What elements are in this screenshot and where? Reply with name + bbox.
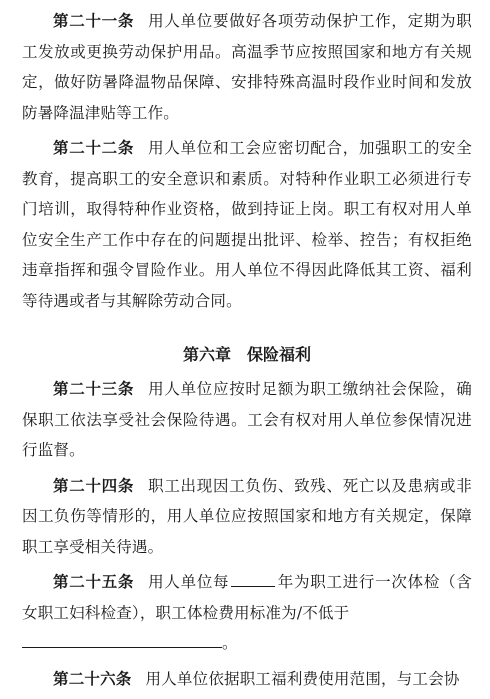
article-text-part1: 用人单位每 [148, 573, 230, 591]
article-number: 第二十四条 [53, 475, 135, 495]
document-page [22, 6, 472, 699]
article-number: 第二十五条 [53, 572, 135, 591]
article-text: 用人单位要做好各项劳动保护工作，定期为职工发放或更换劳动保护用品。高温季节应按照国家和地方有关规定，做好防暑降温物品保障、安排特殊高温时段作业时间和发放防暑降温津贴等工作。 [22, 12, 472, 122]
article-26 [22, 664, 472, 695]
article-text: 用人单位应按时足额为职工缴纳社会保险，确保职工依法享受社会保险待遇。工会有权对用人单位参保情况进行监督。 [22, 380, 472, 459]
article-24 [22, 471, 472, 563]
article-22 [22, 133, 472, 316]
chapter-heading: 第六章 保险福利 [182, 345, 311, 364]
article-23 [22, 374, 472, 466]
article-number: 第二十一条 [53, 11, 135, 30]
article-21 [22, 6, 472, 128]
article-number: 第二十六条 [53, 668, 132, 688]
blank-years-field[interactable] [231, 570, 275, 587]
article-text: 用人单位和工会应密切配合，加强职工的安全教育，提高职工的安全意识和素质。对特种作业职工必须进行专门培训，取得特种作业资格，做到持证上岗。职工有权对用人单位安全生产工作中存在的问题提出批评、检举、控告；有权拒绝违章指挥和强令冒险作业。用人单位不得因此降低其工资、福利等待遇或者与其解除劳动合同。 [22, 139, 472, 310]
article-25 [22, 567, 472, 659]
article-number: 第二十三条 [53, 379, 135, 398]
article-text-part3: 。 [222, 634, 238, 652]
article-number: 第二十二条 [53, 138, 135, 157]
article-text: 职工出现因工负伤、致残、死亡以及患病或非因工负伤等情形的，用人单位应按照国家和地方有关规定，保障职工享受相关待遇。 [22, 476, 472, 556]
blank-amount-field[interactable] [22, 631, 222, 648]
article-text-part2: 年为职工进行一次体检（含女职工妇科检查），职工体检费用标准为/不低于 [22, 573, 472, 622]
article-text: 用人单位依据职工福利费使用范围，与工会协 [145, 669, 460, 688]
